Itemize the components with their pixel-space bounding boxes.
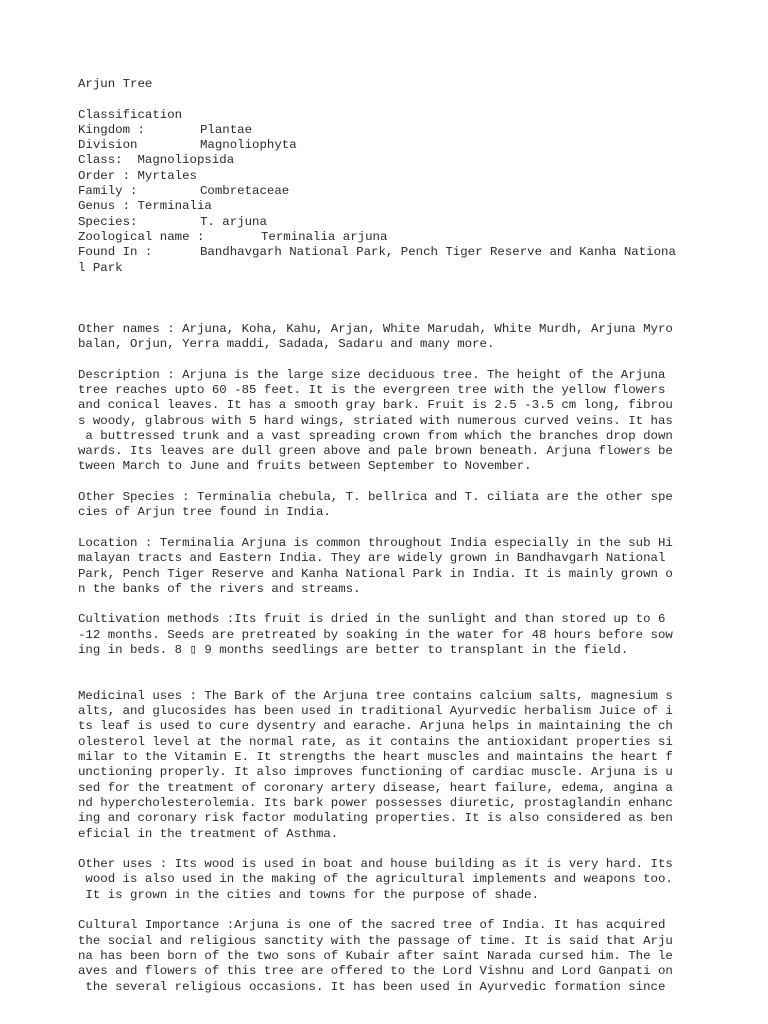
- kingdom-value: Plantae: [200, 122, 253, 137]
- family-value: Combretaceae: [200, 184, 290, 199]
- species-row: [78, 215, 698, 230]
- description-line: and conical leaves. It has a smooth gray bark. Fruit is 2.5 -3.5 cm long, fibrou: [78, 398, 673, 413]
- cultivation-line: Cultivation methods :Its fruit is dried in the sunlight and than stored up to 6: [78, 612, 666, 627]
- other-names-paragraph: [78, 322, 698, 353]
- cultural-importance-line: the social and religious sanctity with the passage of time. It is said that Arju: [78, 933, 673, 948]
- cultivation-line: -12 months. Seeds are pretreated by soaking in the water for 48 hours before sow: [78, 627, 673, 642]
- other-names-line: balan, Orjun, Yerra maddi, Sadada, Sadaru and many more.: [78, 337, 495, 352]
- family-label: Family :: [78, 184, 138, 199]
- description-line: a buttressed trunk and a vast spreading crown from which the branches drop down: [78, 428, 673, 443]
- medicinal-uses-line: sed for the treatment of coronary artery disease, heart failure, edema, angina a: [78, 780, 673, 795]
- other-species-line: Other Species : Terminalia chebula, T. bellrica and T. ciliata are the other spe: [78, 490, 673, 505]
- location-line: Park, Pench Tiger Reserve and Kanha National Park in India. It is mainly grown o: [78, 566, 673, 581]
- description-line: tween March to June and fruits between September to November.: [78, 459, 532, 474]
- other-names-line: Other names : Arjuna, Koha, Kahu, Arjan, White Marudah, White Murdh, Arjuna Myro: [78, 321, 673, 336]
- location-line: malayan tracts and Eastern India. They are widely grown in Bandhavgarh National: [78, 551, 666, 566]
- found-in-label: Found In :: [78, 245, 153, 260]
- other-species-line: cies of Arjun tree found in India.: [78, 505, 331, 520]
- classification-section: [78, 108, 698, 276]
- medicinal-uses-paragraph: [78, 689, 698, 842]
- description-paragraph: [78, 368, 698, 475]
- found-in-row-continued: l Park: [78, 260, 123, 275]
- location-line: Location : Terminalia Arjuna is common throughout India especially in the sub Hi: [78, 535, 673, 550]
- other-uses-line: wood is also used in the making of the agricultural implements and weapons too.: [78, 872, 673, 887]
- description-line: s woody, glabrous with 5 hard wings, striated with numerous curved veins. It has: [78, 413, 673, 428]
- class-row: Class: Magnoliopsida: [78, 153, 235, 168]
- cultural-importance-line: na has been born of the two sons of Kubair after saint Narada cursed him. The le: [78, 948, 673, 963]
- classification-heading: Classification: [78, 107, 183, 122]
- zoological-name-row: [78, 230, 698, 245]
- species-label: Species:: [78, 214, 138, 229]
- cultivation-paragraph: [78, 612, 698, 658]
- species-value: T. arjuna: [200, 214, 267, 229]
- cultural-importance-paragraph: [78, 918, 698, 994]
- medicinal-uses-line: ing and coronary risk factor modulating properties. It is also considered as ben: [78, 811, 673, 826]
- other-uses-line: It is grown in the cities and towns for the purpose of shade.: [78, 887, 540, 902]
- medicinal-uses-line: eficial in the treatment of Asthma.: [78, 826, 339, 841]
- medicinal-uses-line: olesterol level at the normal rate, as it contains the antioxidant properties si: [78, 734, 673, 749]
- cultural-importance-line: the several religious occasions. It has been used in Ayurvedic formation since: [78, 979, 666, 994]
- medicinal-uses-line: Medicinal uses : The Bark of the Arjuna tree contains calcium salts, magnesium s: [78, 688, 673, 703]
- description-line: tree reaches upto 60 -85 feet. It is the evergreen tree with the yellow flowers: [78, 382, 666, 397]
- order-row: Order : Myrtales: [78, 168, 197, 183]
- cultivation-line: ing in beds. 8 ▯ 9 months seedlings are better to transplant in the field.: [78, 642, 629, 657]
- other-uses-paragraph: [78, 857, 698, 903]
- location-paragraph: [78, 536, 698, 597]
- medicinal-uses-line: unctioning properly. It also improves functioning of cardiac muscle. Arjuna is u: [78, 765, 673, 780]
- other-uses-line: Other uses : Its wood is used in boat and house building as it is very hard. Its: [78, 857, 673, 872]
- medicinal-uses-line: nd hypercholesterolemia. Its bark power possesses diuretic, prostaglandin enhanc: [78, 795, 673, 810]
- family-row: [78, 184, 698, 199]
- document-page: [78, 77, 698, 995]
- description-line: Description : Arjuna is the large size deciduous tree. The height of the Arjuna: [78, 367, 666, 382]
- found-in-row: [78, 245, 698, 260]
- document-title: Arjun Tree: [78, 77, 153, 91]
- description-line: wards. Its leaves are dull green above and pale brown beneath. Arjuna flowers be: [78, 444, 673, 459]
- kingdom-label: Kingdom :: [78, 122, 145, 137]
- kingdom-row: [78, 123, 698, 138]
- cultural-importance-line: Cultural Importance :Arjuna is one of the sacred tree of India. It has acquired: [78, 918, 666, 933]
- medicinal-uses-line: milar to the Vitamin E. It strengths the heart muscles and maintains the heart f: [78, 750, 673, 765]
- zoological-name-label: Zoological name :: [78, 229, 205, 244]
- division-row: [78, 138, 698, 153]
- location-line: n the banks of the rivers and streams.: [78, 581, 361, 596]
- genus-row: Genus : Terminalia: [78, 199, 212, 214]
- zoological-name-value: Terminalia arjuna: [261, 229, 388, 244]
- division-value: Magnoliophyta: [200, 138, 297, 153]
- medicinal-uses-line: ts leaf is used to cure dysentry and earache. Arjuna helps in maintaining the ch: [78, 719, 673, 734]
- other-species-paragraph: [78, 490, 698, 521]
- cultural-importance-line: aves and flowers of this tree are offered to the Lord Vishnu and Lord Ganpati on: [78, 964, 673, 979]
- medicinal-uses-line: alts, and glucosides has been used in traditional Ayurvedic herbalism Juice of i: [78, 704, 673, 719]
- found-in-value: Bandhavgarh National Park, Pench Tiger Reserve and Kanha Nationa: [200, 245, 676, 260]
- division-label: Division: [78, 138, 138, 153]
